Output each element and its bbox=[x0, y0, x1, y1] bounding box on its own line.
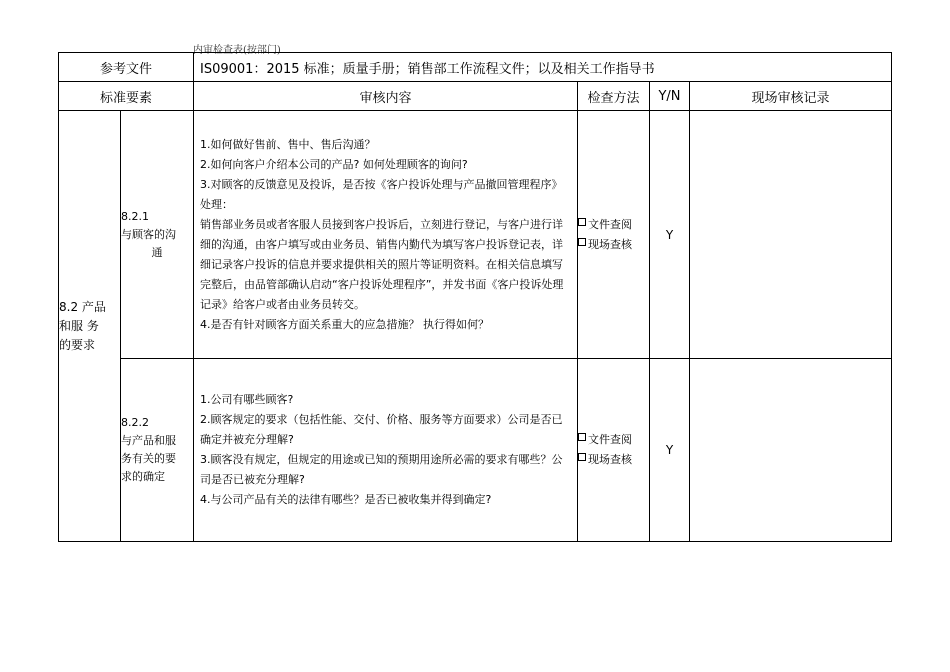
method-option[interactable] bbox=[578, 235, 649, 255]
checkbox-icon[interactable] bbox=[578, 238, 586, 246]
audit-question: 2.顾客规定的要求（包括性能、交付、价格、服务等方面要求）公司是否已确定并被充分理解? bbox=[200, 413, 563, 446]
method-label: 文件查阅 bbox=[588, 217, 633, 231]
main-clause-line: 8.2 产品 bbox=[59, 299, 106, 314]
audit-question: 4.是否有针对顾客方面关系重大的应急措施？ 执行得如何？ bbox=[200, 317, 490, 331]
method-label: 现场查核 bbox=[588, 453, 633, 466]
subclause-title-line: 与顾客的沟 bbox=[121, 227, 176, 241]
subclause-cell-822 bbox=[121, 359, 194, 542]
col-header-yn: Y/N bbox=[650, 82, 690, 111]
method-cell-822 bbox=[578, 359, 650, 542]
subclause-number: 8.2.1 bbox=[121, 209, 149, 223]
checkbox-icon[interactable] bbox=[578, 433, 586, 441]
audit-question: 3.顾客没有规定，但规定的用途或已知的预期用途所必需的要求有哪些？公司是否已被充分理解? bbox=[200, 453, 563, 486]
main-clause-line: 和服 务 bbox=[59, 318, 99, 333]
checkbox-icon[interactable] bbox=[578, 218, 586, 226]
col-header-content: 审核内容 bbox=[194, 82, 578, 111]
subclause-title-line: 求的确定 bbox=[121, 470, 165, 483]
method-option[interactable] bbox=[578, 215, 649, 235]
audit-question: 1.如何做好售前、售中、售后沟通？ bbox=[200, 137, 376, 151]
column-header-row bbox=[59, 82, 892, 111]
subclause-cell-821 bbox=[121, 111, 194, 359]
section-row-822 bbox=[59, 359, 892, 542]
reference-label: 参考文件 bbox=[59, 53, 194, 82]
subclause-number: 8.2.2 bbox=[121, 416, 149, 429]
main-clause-cell bbox=[59, 111, 121, 542]
main-clause-line: 的要求 bbox=[59, 337, 96, 352]
audit-question: 2.如何向客户介绍本公司的产品? 如何处理顾客的询问? bbox=[200, 157, 468, 171]
record-cell-822[interactable] bbox=[690, 359, 892, 542]
audit-question: 销售部业务员或者客服人员接到客户投诉后，立刻进行登记，与客户进行详细的沟通，由客户填写或由业务员、销售内勤代为填写客户投诉登记表，详细记录客户投诉的信息并要求提供相关的照片等证明资料。在相关信息填写完整后，由品管部确认启动“客户投诉处理程序”，并发书面《客户投诉处理记录》给客户或者由业务员转交。 bbox=[200, 217, 564, 311]
method-label: 现场查核 bbox=[588, 237, 633, 251]
audit-content-cell-822 bbox=[194, 359, 578, 542]
subclause-title-line: 务有关的要 bbox=[121, 452, 176, 465]
subclause-title-line: 与产品和服 bbox=[121, 434, 176, 447]
section-row-821 bbox=[59, 111, 892, 359]
audit-question: 3.对顾客的反馈意见及投诉，是否按《客户投诉处理与产品撤回管理程序》处理： bbox=[200, 177, 563, 211]
header-note: 内审检查表(按部门) bbox=[193, 45, 281, 56]
col-header-record: 现场审核记录 bbox=[690, 82, 892, 111]
reference-value: IS09001：2015 标准；质量手册；销售部工作流程文件；以及相关工作指导书 bbox=[194, 53, 892, 82]
audit-checklist-table bbox=[58, 52, 892, 542]
yn-cell-822: Y bbox=[650, 359, 690, 542]
method-label: 文件查阅 bbox=[588, 433, 633, 446]
method-option[interactable] bbox=[578, 450, 649, 470]
reference-row bbox=[59, 53, 892, 82]
method-option[interactable] bbox=[578, 430, 649, 450]
method-cell-821 bbox=[578, 111, 650, 359]
checkbox-icon[interactable] bbox=[578, 453, 586, 461]
col-header-elements: 标准要素 bbox=[59, 82, 194, 111]
col-header-method: 检查方法 bbox=[578, 82, 650, 111]
yn-cell-821: Y bbox=[650, 111, 690, 359]
audit-content-cell-821 bbox=[194, 111, 578, 359]
audit-question: 4.与公司产品有关的法律有哪些？是否已被收集并得到确定? bbox=[200, 493, 492, 506]
subclause-title-line: 通 bbox=[151, 245, 163, 259]
audit-question: 1.公司有哪些顾客? bbox=[200, 393, 294, 406]
record-cell-821[interactable] bbox=[690, 111, 892, 359]
